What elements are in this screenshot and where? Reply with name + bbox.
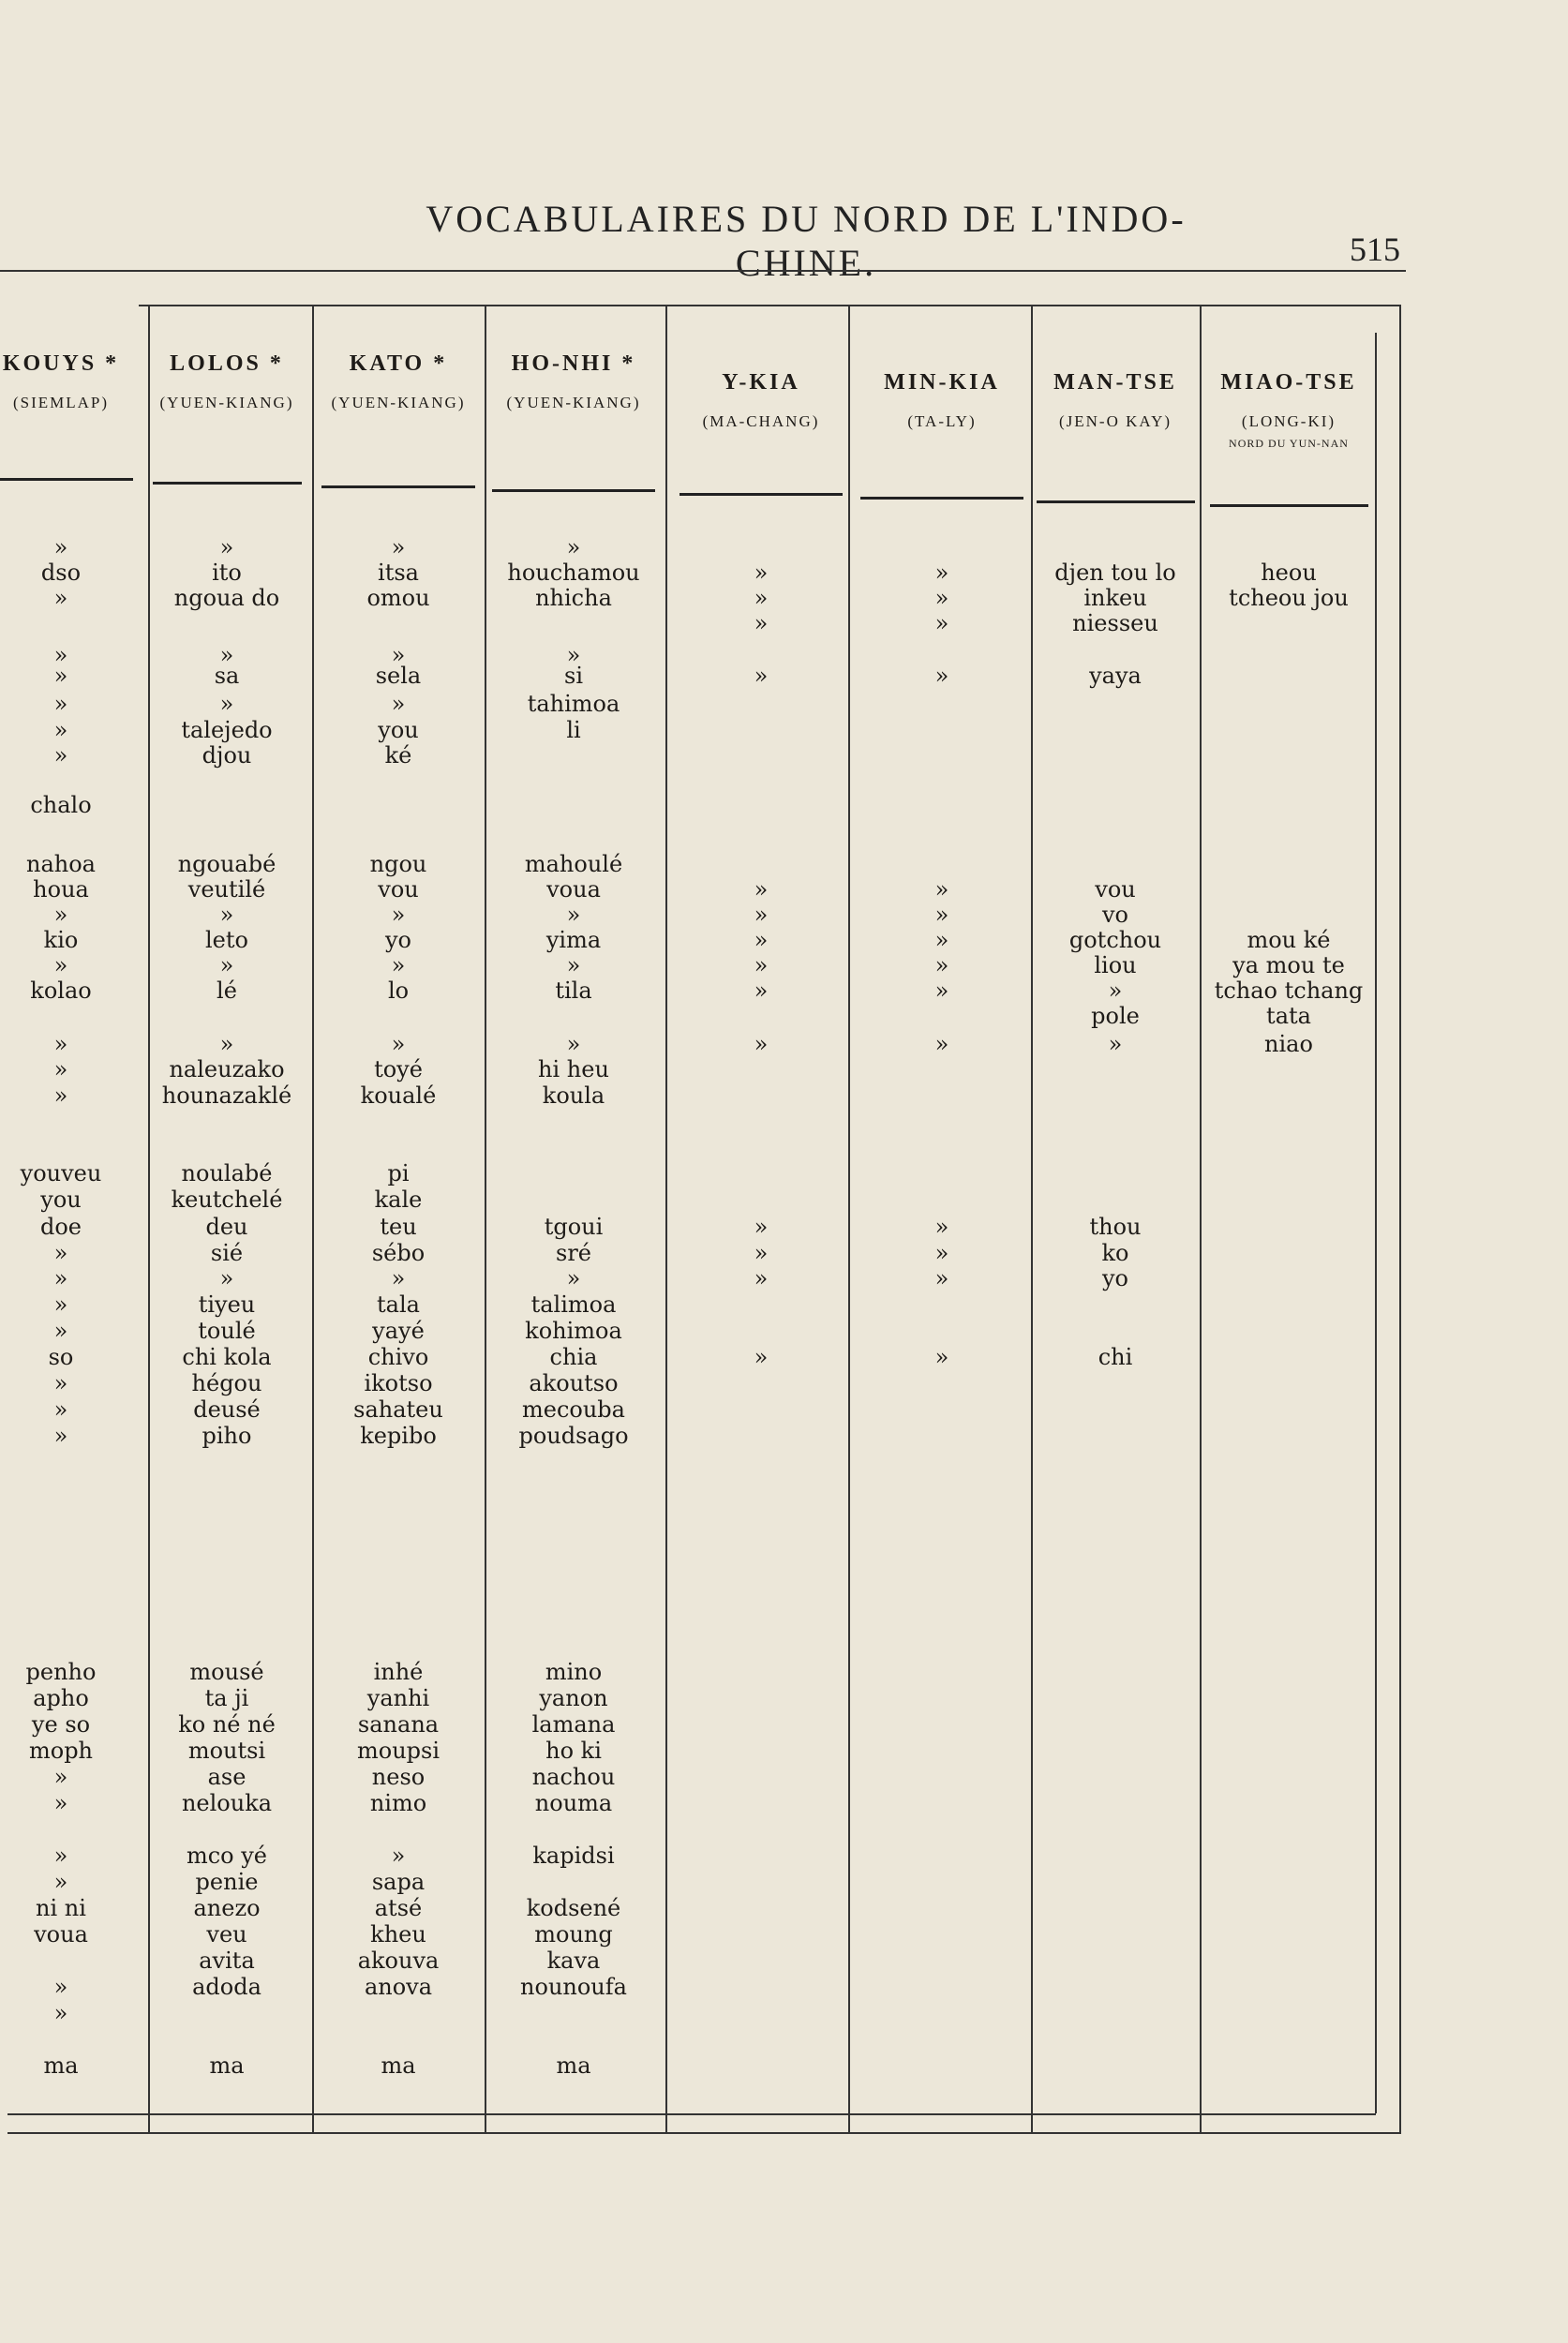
table-cell: tchao tchang [1214, 977, 1364, 1004]
table-cell: » [1108, 977, 1123, 1004]
table-cell: tila [555, 977, 592, 1004]
column-header-name: LOLOS * [170, 351, 284, 376]
table-cell: » [391, 1031, 406, 1057]
table-cell: » [53, 642, 68, 668]
table-cell: leto [205, 927, 248, 953]
table-cell: » [53, 2000, 68, 2026]
table-cell: tata [1266, 1003, 1311, 1029]
table-cell: lo [387, 977, 410, 1004]
table-cell: poudsago [518, 1423, 629, 1449]
table-cell: ta ji [204, 1685, 249, 1711]
table-cell: » [754, 902, 769, 928]
table-cell: doe [39, 1214, 82, 1240]
table-cell: hi heu [538, 1056, 609, 1082]
table-cell: keutchelé [171, 1186, 283, 1213]
table-cell: mahoulé [524, 851, 623, 877]
header-rule [492, 489, 655, 492]
table-cell: » [53, 1370, 68, 1396]
table-cell: tgoui [544, 1214, 604, 1240]
table-cell: » [391, 1265, 406, 1291]
header-rule [679, 493, 843, 496]
table-cell: chi kola [182, 1344, 272, 1370]
header-rule [153, 482, 302, 485]
table-cell: lé [217, 977, 237, 1004]
table-cell: » [53, 585, 68, 611]
table-cell: ho ki [545, 1738, 602, 1764]
table-cell: lamana [531, 1711, 616, 1738]
table-cell: neso [371, 1764, 426, 1790]
table-cell: » [754, 1344, 769, 1370]
table-cell: ma [43, 2052, 79, 2079]
table-cell: thou [1089, 1214, 1142, 1240]
table-cell: » [53, 534, 68, 560]
table-cell: chivo [367, 1344, 429, 1370]
table-cell: veutilé [187, 876, 266, 903]
table-cell: » [934, 1031, 949, 1057]
table-cell: yayé [372, 1318, 425, 1344]
table-cell: » [566, 1031, 581, 1057]
column-header-place: (YUEN-KIANG) [159, 394, 294, 411]
table-cell: niao [1264, 1031, 1313, 1057]
table-cell: » [566, 1265, 581, 1291]
table-cell: liou [1094, 952, 1137, 978]
table-cell: » [53, 1974, 68, 2000]
table-cell: » [1108, 1031, 1123, 1057]
table-cell: » [53, 691, 68, 717]
table-cell: » [754, 876, 769, 903]
table-cell: penie [195, 1869, 259, 1895]
table-cell: » [53, 1056, 68, 1082]
table-cell: » [754, 927, 769, 953]
table-cell: voua [34, 1921, 88, 1948]
column-header [0, 351, 141, 412]
table-cell: chi [1098, 1344, 1133, 1370]
table-cell: sahateu [353, 1396, 443, 1423]
table-cell: » [53, 1291, 68, 1318]
table-cell: nelouka [181, 1790, 273, 1816]
table-cell: anova [364, 1974, 433, 2000]
table-cell: talejedo [181, 717, 273, 743]
table-cell: hégou [191, 1370, 262, 1396]
header-rule [860, 497, 1023, 500]
table-cell: sié [210, 1240, 244, 1266]
table-cell: » [566, 534, 581, 560]
table-cell: koualé [360, 1082, 437, 1109]
table-cell: voua [546, 876, 601, 903]
table-cell: yo [384, 927, 411, 953]
table-cell: dso [40, 560, 82, 586]
table-cell: moung [534, 1921, 613, 1948]
table-cell: » [53, 902, 68, 928]
header-rule [1210, 504, 1368, 507]
table-cell: tiyeu [198, 1291, 256, 1318]
table-cell: inkeu [1083, 585, 1147, 611]
column-header-name: MIN-KIA [884, 370, 1000, 395]
table-cell: koula [542, 1082, 605, 1109]
table-cell: » [934, 610, 949, 636]
table-cell: » [53, 663, 68, 689]
table-cell: » [391, 691, 406, 717]
table-cell: penho [25, 1659, 97, 1685]
table-cell: mecouba [522, 1396, 625, 1423]
table-cell: ko [1101, 1240, 1129, 1266]
table-cell: ma [209, 2052, 245, 2079]
table-cell: tala [377, 1291, 420, 1318]
table-cell: ngouabé [177, 851, 276, 877]
table-cell: vou [1095, 876, 1136, 903]
column-header-place: (MA-CHANG) [702, 412, 820, 430]
table-cell: houchamou [507, 560, 640, 586]
table-cell: toyé [374, 1056, 423, 1082]
table-cell: avita [199, 1948, 255, 1974]
table-cell: you [40, 1186, 82, 1213]
table-cell: kepibo [360, 1423, 437, 1449]
table-cell: nimo [369, 1790, 427, 1816]
table-cell: » [754, 1265, 769, 1291]
table-cell: » [53, 1423, 68, 1449]
table-cell: » [934, 1240, 949, 1266]
header-rule [1037, 500, 1195, 503]
table-cell: toulé [198, 1318, 256, 1344]
table-cell: » [53, 1240, 68, 1266]
table-cell: moutsi [187, 1738, 266, 1764]
table-cell: ya mou te [1232, 952, 1345, 978]
table-cell: » [754, 1240, 769, 1266]
table-cell: mou ké [1247, 927, 1331, 953]
table-cell: ko né né [178, 1711, 276, 1738]
table-cell: » [391, 952, 406, 978]
table-cell: » [566, 902, 581, 928]
table-cell: talimoa [530, 1291, 617, 1318]
table-cell: sa [214, 663, 240, 689]
page-title: VOCABULAIRES DU NORD DE L'INDO-CHINE. [426, 198, 1187, 284]
table-cell: piho [202, 1423, 252, 1449]
table-cell: » [53, 1265, 68, 1291]
table-cell: kapidsi [532, 1843, 615, 1869]
table-cell: » [53, 952, 68, 978]
table-cell: » [934, 1265, 949, 1291]
table-cell: » [754, 977, 769, 1004]
column-header-name: MIAO-TSE [1220, 370, 1357, 395]
table-cell: nounoufa [520, 1974, 627, 2000]
table-cell: deusé [193, 1396, 261, 1423]
table-cell: » [53, 1843, 68, 1869]
table-cell: » [934, 585, 949, 611]
table-cell: yima [545, 927, 602, 953]
table-cell: veu [206, 1921, 247, 1948]
table-cell: ikotso [364, 1370, 433, 1396]
column-header-place: (SIEMLAP) [12, 394, 110, 411]
table-cell: » [934, 663, 949, 689]
column-header [485, 351, 663, 412]
table-cell: mousé [189, 1659, 264, 1685]
table-cell: djou [202, 742, 252, 769]
table-cell: li [566, 717, 581, 743]
column-header-region: NORD DU YUN-NAN [1229, 437, 1349, 450]
column-header-name: KOUYS * [2, 351, 120, 376]
table-cell: kava [546, 1948, 601, 1974]
table-cell: » [754, 610, 769, 636]
table-cell: nouma [534, 1790, 613, 1816]
table-cell: » [754, 663, 769, 689]
table-cell: niesseu [1072, 610, 1158, 636]
table-cell: naleuzako [169, 1056, 285, 1082]
table-cell: teu [380, 1214, 417, 1240]
table-cell: » [391, 642, 406, 668]
table-cell: vou [378, 876, 419, 903]
table-cell: » [566, 642, 581, 668]
table-cell: ase [207, 1764, 246, 1790]
table-cell: si [564, 663, 583, 689]
table-cell: nachou [531, 1764, 616, 1790]
table-cell: atsé [374, 1895, 423, 1921]
table-cell: » [53, 1396, 68, 1423]
table-cell: gotchou [1068, 927, 1162, 953]
table-cell: kale [374, 1186, 423, 1213]
table-cell: adoda [192, 1974, 261, 2000]
table-cell: » [934, 927, 949, 953]
table-cell: heou [1261, 560, 1317, 586]
table-cell: tcheou jou [1229, 585, 1349, 611]
table-cell: » [219, 534, 234, 560]
table-cell: » [391, 534, 406, 560]
table-cell: ma [381, 2052, 416, 2079]
column-header [314, 351, 483, 412]
table-cell: sébo [371, 1240, 426, 1266]
column-header-place: (TA-LY) [907, 412, 977, 430]
table-cell: nhicha [535, 585, 612, 611]
table-cell: kodsené [526, 1895, 621, 1921]
column-header-place: (JEN-O KAY) [1058, 412, 1172, 430]
table-cell: hounazaklé [161, 1082, 292, 1109]
table-cell: sela [375, 663, 422, 689]
header-rule [0, 478, 133, 481]
table-cell: pole [1091, 1003, 1140, 1029]
table-cell: » [934, 876, 949, 903]
table-cell: you [378, 717, 419, 743]
table-cell: houa [33, 876, 89, 903]
table-cell: » [754, 952, 769, 978]
table-cell: chia [549, 1344, 598, 1370]
table-cell: tahimoa [527, 691, 620, 717]
column-header-place: (LONG-KI) [1241, 412, 1337, 430]
column-header-name: KATO * [349, 351, 448, 376]
table-cell: » [53, 717, 68, 743]
table-cell: » [53, 1790, 68, 1816]
column-header-place: (YUEN-KIANG) [506, 394, 641, 411]
table-cell: » [391, 902, 406, 928]
table-cell: » [219, 902, 234, 928]
table-cell: ngoua do [173, 585, 280, 611]
table-cell: anezo [193, 1895, 261, 1921]
top-rule [0, 270, 1406, 272]
table-cell: » [53, 1869, 68, 1895]
table-cell: chalo [30, 792, 92, 818]
table-cell: nahoa [26, 851, 96, 877]
page-number: 515 [1350, 231, 1400, 268]
table-cell: ye so [31, 1711, 91, 1738]
table-cell: sapa [371, 1869, 426, 1895]
header-rule [321, 485, 475, 488]
table-cell: apho [33, 1685, 89, 1711]
table-cell: » [754, 1031, 769, 1057]
table-cell: so [48, 1344, 74, 1370]
column-header-name: Y-KIA [722, 370, 800, 395]
column-header-name: HO-NHI * [511, 351, 636, 376]
table-cell: ngou [369, 851, 427, 877]
table-cell: » [53, 1031, 68, 1057]
table-cell: » [219, 952, 234, 978]
table-cell: youveu [20, 1160, 102, 1186]
table-cell: » [219, 691, 234, 717]
table-cell: kheu [370, 1921, 426, 1948]
column-header [1029, 370, 1202, 431]
table-cell: » [934, 1344, 949, 1370]
table-cell: » [53, 742, 68, 769]
column-header [672, 370, 850, 431]
table-cell: inhé [373, 1659, 424, 1685]
column-header [145, 351, 309, 412]
table-cell: sanana [357, 1711, 440, 1738]
table-cell: » [934, 977, 949, 1004]
table-cell: » [934, 952, 949, 978]
table-cell: » [934, 902, 949, 928]
table-cell: mco yé [186, 1843, 268, 1869]
column-header [1202, 370, 1376, 451]
table-cell: yanon [539, 1685, 608, 1711]
table-cell: » [754, 1214, 769, 1240]
column-header [853, 370, 1031, 431]
table-cell: noulabé [181, 1160, 273, 1186]
table-cell: » [566, 952, 581, 978]
table-cell: » [391, 1843, 406, 1869]
table-cell: akoutso [529, 1370, 619, 1396]
table-cell: ito [212, 560, 242, 586]
table-cell: yo [1101, 1265, 1128, 1291]
table-cell: » [934, 560, 949, 586]
table-cell: ma [556, 2052, 591, 2079]
table-cell: pi [387, 1160, 410, 1186]
table-cell: itsa [378, 560, 419, 586]
table-cell: vo [1101, 902, 1128, 928]
table-cell: yaya [1089, 663, 1142, 689]
table-cell: » [53, 1082, 68, 1109]
table-cell: » [53, 1764, 68, 1790]
table-cell: » [219, 1031, 234, 1057]
table-cell: djen tou lo [1054, 560, 1176, 586]
column-header-name: MAN-TSE [1053, 370, 1177, 395]
table-cell: » [53, 1318, 68, 1344]
table-inner-frame-bottom [7, 2113, 1376, 2115]
column-divider [665, 305, 667, 2132]
table-cell: ké [384, 742, 412, 769]
table-cell: » [219, 642, 234, 668]
table-cell: yanhi [366, 1685, 430, 1711]
table-cell: sré [556, 1240, 591, 1266]
table-cell: omou [366, 585, 430, 611]
table-cell: » [219, 1265, 234, 1291]
table-cell: ni ni [36, 1895, 86, 1921]
table-cell: kolao [30, 977, 92, 1004]
table-cell: kio [43, 927, 79, 953]
table-cell: » [754, 560, 769, 586]
table-cell: mino [545, 1659, 603, 1685]
table-cell: moph [28, 1738, 94, 1764]
table-cell: akouva [357, 1948, 440, 1974]
column-header-place: (YUEN-KIANG) [331, 394, 466, 411]
table-cell: deu [205, 1214, 248, 1240]
table-cell: moupsi [356, 1738, 441, 1764]
table-cell: » [934, 1214, 949, 1240]
table-cell: kohimoa [525, 1318, 622, 1344]
table-cell: » [754, 585, 769, 611]
